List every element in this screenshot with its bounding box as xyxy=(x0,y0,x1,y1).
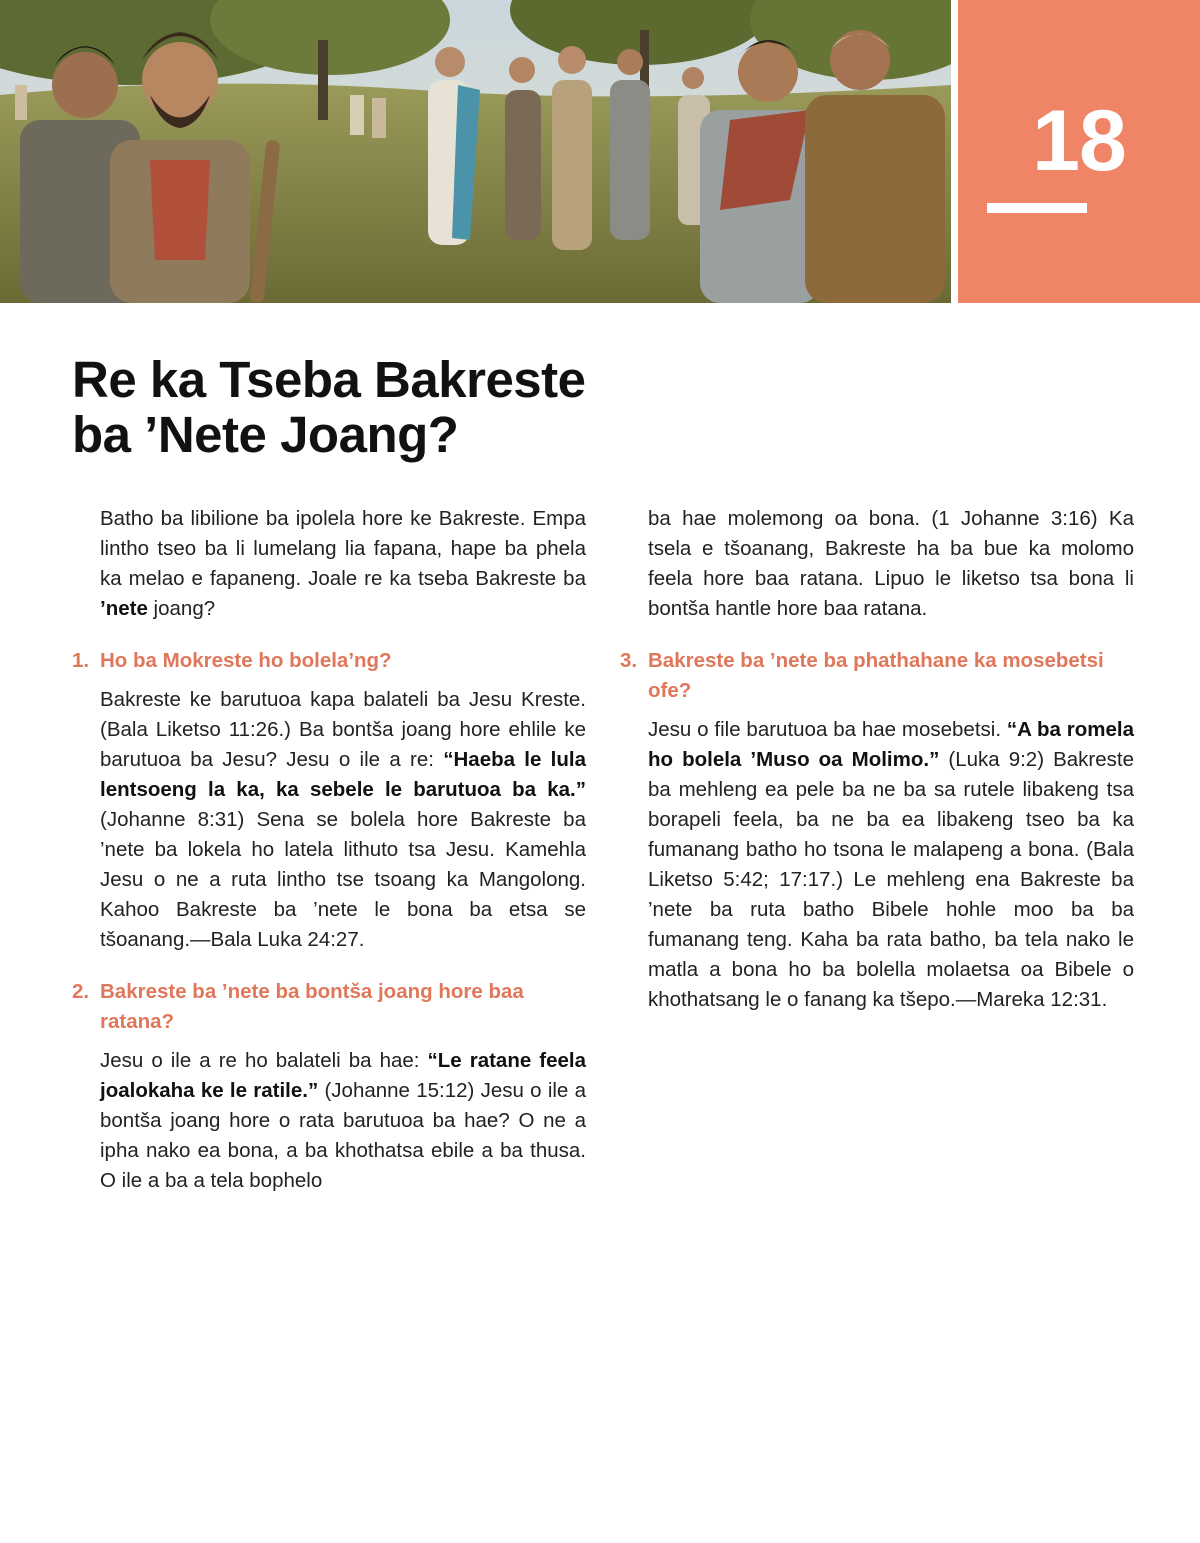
answer-3-quote: “A ba romela ho bolela ’Muso oa Molimo.” xyxy=(648,718,1135,771)
intro-emphasis: ’nete xyxy=(100,597,148,620)
answer-1-text-b: (Johanne 8:31) Sena se bolela hore Bakreste ba ’nete ba lokela ho latela lithuto tsa Jesu. Kamehla Jesu o ne a ruta lintho tse tsoang ka Mangolong. Kahoo Bakreste ba ’nete le bona ba etsa se tšoanang.—Bala Luka 24:27. xyxy=(100,808,586,951)
answer-3-text-a: Jesu o file barutuoa ba hae mosebetsi. xyxy=(648,718,1007,741)
answer-1-quote: “Haeba le lula lentsoeng la ka, ka sebele le barutuoa ba ka.” xyxy=(100,748,586,801)
question-1-heading xyxy=(72,646,586,676)
answer-2-continued: ba hae molemong oa bona. (1 Johanne 3:16) Ka tsela e tšoanang, Bakreste ha ba bue ka molomo feela hore baa ratana. Lipuo le liketso tsa bona li bontša hantle hore baa ratana. xyxy=(648,507,1134,620)
intro-text-end: joang? xyxy=(147,597,216,620)
question-2-number: 2. xyxy=(72,980,90,1003)
left-column xyxy=(72,504,586,1196)
title-line-1: Re ka Tseba Bakreste xyxy=(72,351,586,408)
answer-1-text-a: Bakreste ke barutuoa kapa balateli ba Jesu Kreste. (Bala Liketso 11:26.) Ba bontša joang hore ehlile ke barutuoa ba Jesu? Jesu o ile a re: xyxy=(100,688,586,771)
answer-3-paragraph xyxy=(648,715,1134,1015)
answer-1-paragraph xyxy=(100,685,586,955)
intro-text: Batho ba libilione ba ipolela hore ke Bakreste. Empa lintho tseo ba li lumelang lia fapana, hape ba phela ka melao e fapaneng. Joale re ka tseba Bakreste ba xyxy=(100,507,586,590)
page-title xyxy=(72,352,672,462)
question-3-text: Bakreste ba ’nete ba phathahane ka mosebetsi ofe? xyxy=(648,649,1104,702)
question-3-heading xyxy=(620,646,1134,706)
answer-3-text-b: (Luka 9:2) Bakreste ba mehleng ea pele ba ne ba sa rutele libakeng tsa borapeli feela, ba ne ba ea libakeng tseo ba ka fumanang batho ho tsona le malapeng a bona. (Bala Liketso 5:42; 17:17.) Le mehleng ena Bakreste ba ’nete ba ruta batho Bibele hohle moo ba ba fumanang teng. Kaha ba rata batho, ba tela nako le matla a bona ho ba bolella molaetsa oa Bibele o khothatsang le o fanang ka tšepo.—Mareka 12:31. xyxy=(648,748,1134,1011)
answer-2-text-a: Jesu o ile a re ho balateli ba hae: xyxy=(100,1049,428,1072)
lesson-number: 18 xyxy=(1032,93,1126,189)
question-3-number: 3. xyxy=(620,649,638,672)
lesson-number-badge xyxy=(958,0,1200,303)
question-1-text: Ho ba Mokreste ho bolela’ng? xyxy=(100,649,392,672)
title-line-2: ba ’Nete Joang? xyxy=(72,406,459,463)
question-2-heading xyxy=(72,977,586,1037)
hero-illustration xyxy=(0,0,951,303)
question-2-text: Bakreste ba ’nete ba bontša joang hore baa ratana? xyxy=(100,980,524,1033)
question-1-number: 1. xyxy=(72,649,90,672)
badge-underline xyxy=(987,203,1087,213)
disciples-walking-scene xyxy=(0,0,951,303)
answer-2-quote: “Le ratane feela joalokaha ke le ratile.” xyxy=(100,1049,586,1102)
answer-2-text-b: (Johanne 15:12) Jesu o ile a bontša joang hore o rata barutuoa ba hae? O ne a ipha nako ea bona, a ba khothatsa ebile a ba thusa. O ile a ba a tela bophelo xyxy=(100,1079,586,1192)
answer-2-paragraph xyxy=(100,1046,586,1196)
intro-paragraph xyxy=(100,504,586,624)
right-column xyxy=(620,504,1134,1015)
